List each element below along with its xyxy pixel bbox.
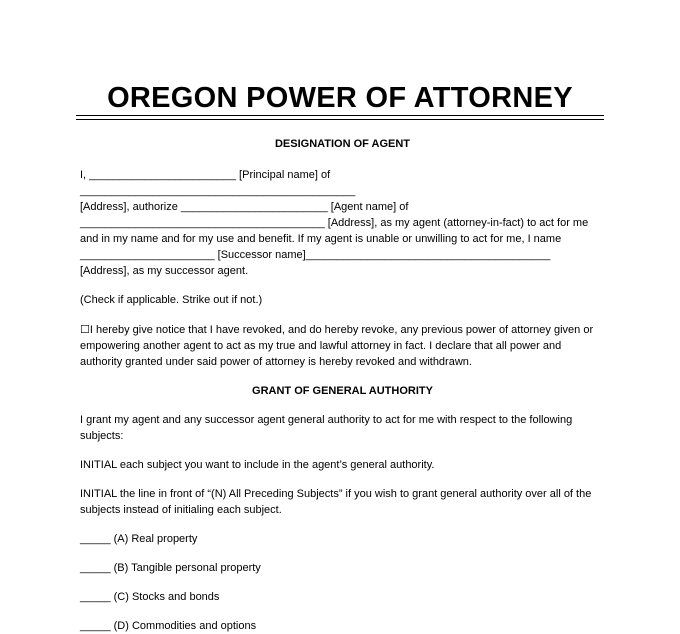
initial-preceding-line: subjects instead of initialing each subject. bbox=[80, 504, 282, 516]
initial-preceding-line: INITIAL the line in front of “(N) All Preceding Subjects” if you wish to grant general authority over all of the bbox=[80, 488, 592, 500]
title-rule-top bbox=[76, 115, 604, 116]
initial-note: INITIAL each subject you want to include in the agent’s general authority. bbox=[80, 459, 435, 471]
document-body bbox=[80, 136, 605, 634]
subject-commodities-and-options: _____ (D) Commodities and options bbox=[80, 620, 257, 632]
revocation-paragraph bbox=[80, 322, 605, 370]
designation-line: ________________________________________ [Address], as my agent (attorney-in-fact) to act for me bbox=[80, 217, 589, 229]
designation-line: [Address], as my successor agent. bbox=[80, 265, 249, 277]
designation-line: I, ________________________ [Principal name] of _____________________________________________ bbox=[80, 169, 356, 197]
revocation-line: ☐I hereby give notice that I have revoked, and do hereby revoke, any previous power of attorney given or bbox=[80, 324, 594, 336]
designation-heading: DESIGNATION OF AGENT bbox=[274, 138, 411, 150]
designation-paragraph bbox=[80, 167, 605, 279]
revocation-line: authority granted under said power of attorney is hereby revoked and withdrawn. bbox=[80, 356, 472, 368]
grant-line: I grant my agent and any successor agent general authority to act for me with respect to the following bbox=[80, 414, 573, 426]
revocation-line: empowering another agent to act as my true and lawful attorney in fact. I declare that all power and bbox=[80, 340, 562, 352]
initial-preceding-paragraph bbox=[80, 486, 605, 518]
grant-line: subjects: bbox=[80, 430, 124, 442]
title-rule-bottom bbox=[76, 119, 604, 120]
subject-real-property: _____ (A) Real property bbox=[80, 533, 198, 545]
designation-line: ______________________ [Successor name]________________________________________ bbox=[80, 249, 551, 261]
subject-stocks-and-bonds: _____ (C) Stocks and bonds bbox=[80, 591, 220, 603]
check-note: (Check if applicable. Strike out if not.) bbox=[80, 294, 263, 306]
designation-line: and in my name and for my use and benefit. If my agent is unable or unwilling to act for me, I name bbox=[80, 233, 562, 245]
subject-tangible-personal-property: _____ (B) Tangible personal property bbox=[80, 562, 261, 574]
designation-line: [Address], authorize ________________________ [Agent name] of bbox=[80, 201, 409, 213]
page-title: OREGON POWER OF ATTORNEY bbox=[107, 82, 573, 114]
grant-heading: GRANT OF GENERAL AUTHORITY bbox=[252, 385, 433, 397]
grant-paragraph bbox=[80, 412, 605, 444]
